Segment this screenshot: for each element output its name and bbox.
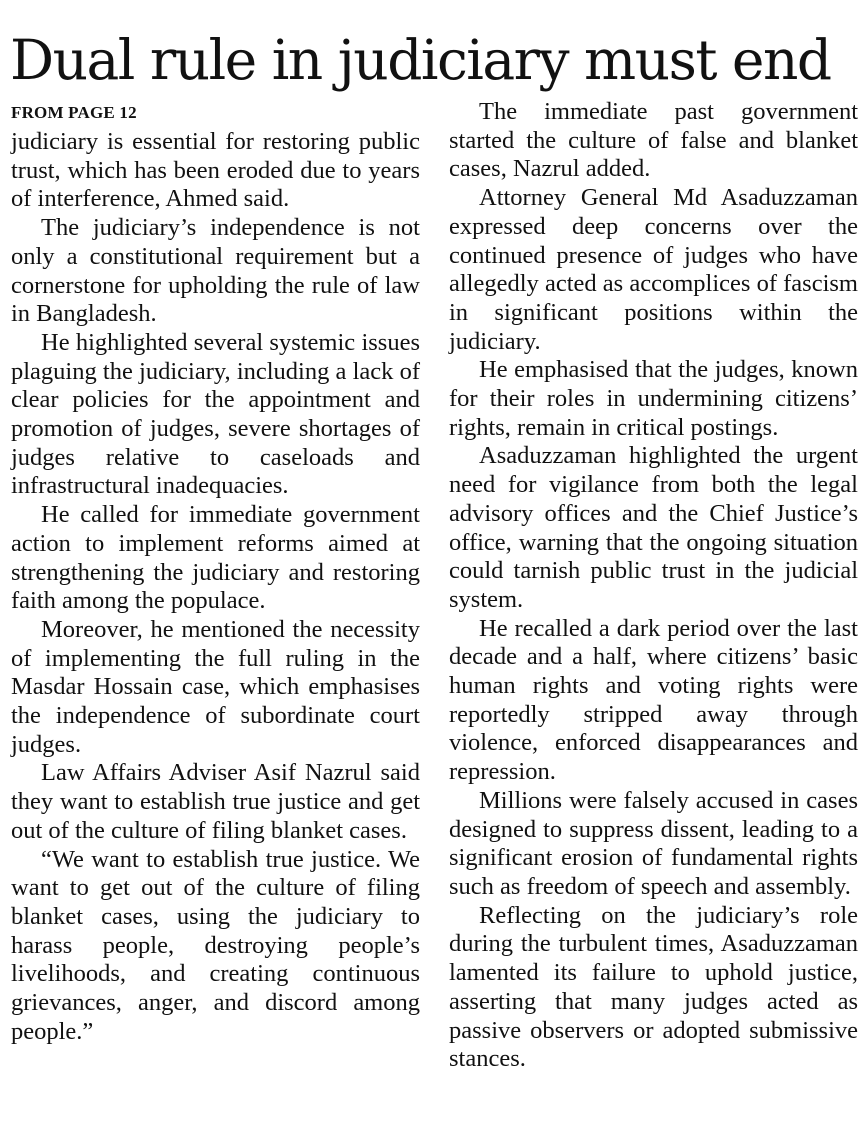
paragraph: Asaduzzaman highlighted the urgent need for vigilance from both the legal advisory offices and the Chief Justice’s office, warning that the ongoing situation could tarnish public trust in the judicial system.: [449, 442, 858, 613]
paragraph: He emphasised that the judges, known for their roles in undermining citizens’ rights, remain in critical postings.: [449, 356, 858, 441]
left-column: [11, 98, 420, 1047]
paragraph: He highlighted several systemic issues plaguing the judiciary, including a lack of clear policies for the appointment and promotion of judges, severe shortages of judges relative to caseloads and infrastructural inadequacies.: [11, 328, 420, 500]
headline: Dual rule in judiciary must end: [10, 28, 831, 92]
paragraph: Millions were falsely accused in cases designed to suppress dissent, leading to a significant erosion of fundamental rights such as freedom of speech and assembly.: [449, 786, 858, 900]
paragraph: “We want to establish true justice. We want to get out of the culture of filing blanket cases, using the judiciary to harass people, destroying people’s livelihoods, and creating continuous grievances, anger, and discord among people.”: [11, 845, 420, 1045]
right-column: [449, 98, 858, 1074]
paragraph: The judiciary’s independence is not only a constitutional requirement but a cornerstone for upholding the rule of law in Bangladesh.: [11, 214, 420, 328]
paragraph: The immediate past government started the culture of false and blanket cases, Nazrul added.: [449, 98, 858, 183]
paragraph: Moreover, he mentioned the necessity of implementing the full ruling in the Masdar Hossain case, which emphasises the independence of subordinate court judges.: [11, 615, 420, 758]
paragraph: He recalled a dark period over the last decade and a half, where citizens’ basic human rights and voting rights were reportedly stripped away through violence, enforced disappearances and repression.: [449, 614, 858, 786]
paragraph: He called for immediate government action to implement reforms aimed at strengthening the judiciary and restoring faith among the populace.: [11, 501, 420, 615]
paragraph: Law Affairs Adviser Asif Nazrul said they want to establish true justice and get out of the culture of filing blanket cases.: [11, 759, 420, 844]
paragraph: Attorney General Md Asaduzzaman expressed deep concerns over the continued presence of judges who have allegedly acted as accomplices of fascism in significant positions within the judiciary.: [449, 184, 858, 355]
paragraph: judiciary is essential for restoring public trust, which has been eroded due to years of interference, Ahmed said.: [11, 128, 420, 213]
paragraph: Reflecting on the judiciary’s role during the turbulent times, Asaduzzaman lamented its failure to uphold justice, asserting that many judges acted as passive observers or adopted submissive stances.: [449, 901, 858, 1073]
jump-label: FROM PAGE 12: [11, 103, 137, 122]
